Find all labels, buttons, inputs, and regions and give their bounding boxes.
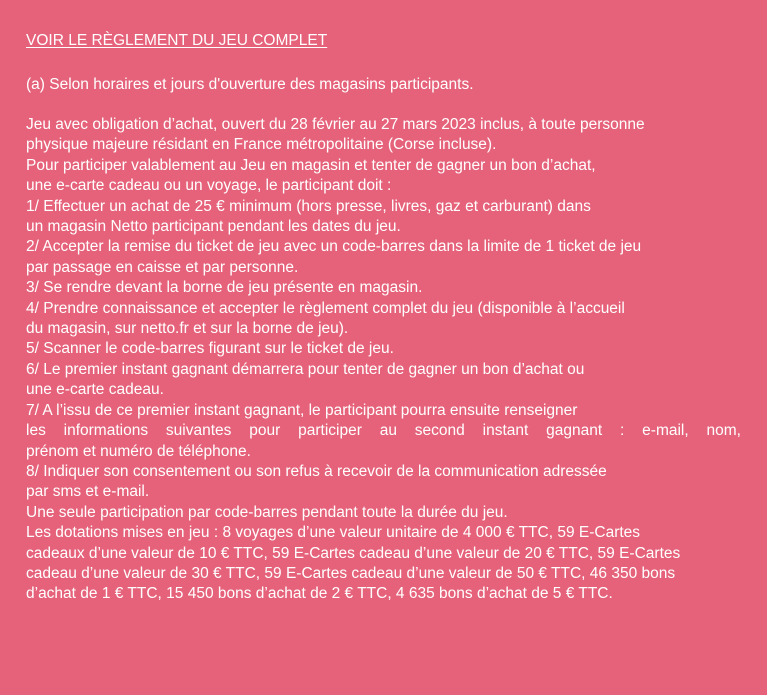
rules-line: 7/ A l’issu de ce premier instant gagnant, le participant pourra ensuite renseigner	[26, 401, 578, 419]
rules-line: physique majeure résidant en France métropolitaine (Corse incluse).	[26, 136, 497, 154]
rules-line: 8/ Indiquer son consentement ou son refus à recevoir de la communication adressée	[26, 462, 607, 480]
rules-line: prénom et numéro de téléphone.	[26, 442, 251, 460]
rules-line: une e-carte cadeau ou un voyage, le participant doit :	[26, 177, 392, 195]
rules-line: les informations suivantes pour participer au second instant gagnant : e-mail, nom,	[26, 422, 741, 440]
footnote-opening-hours: (a) Selon horaires et jours d'ouverture des magasins participants.	[26, 76, 474, 93]
rules-line: 4/ Prendre connaissance et accepter le règlement complet du jeu (disponible à l’accueil	[26, 299, 625, 317]
rules-line: une e-carte cadeau.	[26, 381, 164, 399]
rules-line: 5/ Scanner le code-barres figurant sur le ticket de jeu.	[26, 340, 394, 358]
rules-line: d’achat de 1 € TTC, 15 450 bons d’achat de 2 € TTC, 4 635 bons d’achat de 5 € TTC.	[26, 585, 613, 603]
rules-line: cadeaux d’une valeur de 10 € TTC, 59 E-Cartes cadeau d’une valeur de 20 € TTC, 59 E-Cartes	[26, 544, 681, 562]
rules-line: 2/ Accepter la remise du ticket de jeu avec un code-barres dans la limite de 1 ticket de jeu	[26, 238, 642, 256]
rules-line: 6/ Le premier instant gagnant démarrera pour tenter de gagner un bon d’achat ou	[26, 360, 585, 378]
rules-line: par passage en caisse et par personne.	[26, 258, 299, 276]
rules-line: cadeau d’une valeur de 30 € TTC, 59 E-Cartes cadeau d’une valeur de 50 € TTC, 46 350 bons	[26, 564, 676, 582]
rules-line: du magasin, sur netto.fr et sur la borne de jeu).	[26, 320, 349, 338]
rules-line: un magasin Netto participant pendant les dates du jeu.	[26, 218, 401, 236]
rules-line: Une seule participation par code-barres pendant toute la durée du jeu.	[26, 503, 508, 521]
full-rules-link[interactable]: VOIR LE RÈGLEMENT DU JEU COMPLET	[26, 32, 328, 49]
rules-line: Les dotations mises en jeu : 8 voyages d’une valeur unitaire de 4 000 € TTC, 59 E-Cartes	[26, 524, 641, 542]
rules-line: 3/ Se rendre devant la borne de jeu présente en magasin.	[26, 279, 423, 297]
rules-line: 1/ Effectuer un achat de 25 € minimum (hors presse, livres, gaz et carburant) dans	[26, 197, 591, 215]
game-rules-text	[26, 115, 747, 605]
rules-line: Jeu avec obligation d’achat, ouvert du 28 février au 27 mars 2023 inclus, à toute personne	[26, 116, 645, 133]
rules-line: par sms et e-mail.	[26, 483, 150, 501]
rules-line: Pour participer valablement au Jeu en magasin et tenter de gagner un bon d’achat,	[26, 156, 596, 174]
